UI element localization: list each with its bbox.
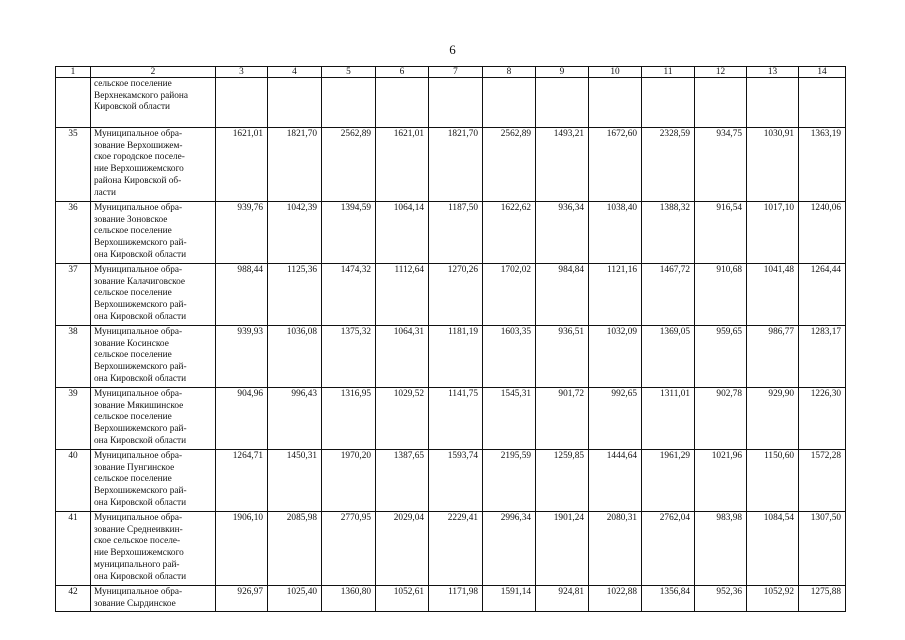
value-cell: 1064,31 [376, 326, 429, 388]
value-cell: 929,90 [747, 388, 799, 450]
value-cell: 1041,48 [747, 264, 799, 326]
value-cell: 904,96 [216, 388, 268, 450]
value-cell: 1226,30 [799, 388, 846, 450]
table-row [56, 512, 846, 586]
value-cell [429, 78, 483, 128]
value-cell: 939,93 [216, 326, 268, 388]
column-header: 5 [322, 67, 376, 78]
value-cell: 1702,02 [483, 264, 536, 326]
value-cell: 1394,59 [322, 202, 376, 264]
row-number-cell: 35 [56, 128, 91, 202]
value-cell: 1036,08 [268, 326, 322, 388]
value-cell: 1307,50 [799, 512, 846, 586]
value-cell: 939,76 [216, 202, 268, 264]
value-cell: 1316,95 [322, 388, 376, 450]
value-cell: 1032,09 [589, 326, 642, 388]
header-row [56, 67, 846, 78]
value-cell: 2328,59 [642, 128, 695, 202]
value-cell: 1125,36 [268, 264, 322, 326]
municipality-name-cell: Муниципальное обра- зование Мякишинское сельское поселение Верхошижемского рай- она Кировской области [91, 388, 216, 450]
column-header: 7 [429, 67, 483, 78]
value-cell: 1259,85 [536, 450, 589, 512]
value-cell [376, 78, 429, 128]
value-cell: 1240,06 [799, 202, 846, 264]
value-cell: 1467,72 [642, 264, 695, 326]
municipality-name-cell: Муниципальное обра- зование Среднеивкин- ское сельское поселе- ние Верхошижемского муниципального рай- она Кировской области [91, 512, 216, 586]
value-cell: 1283,17 [799, 326, 846, 388]
value-cell [589, 78, 642, 128]
municipality-name-cell: Муниципальное обра- зование Верхошижем- ское городское поселе- ние Верхошижемского района Кировской об- ласти [91, 128, 216, 202]
value-cell: 1112,64 [376, 264, 429, 326]
column-header: 1 [56, 67, 91, 78]
column-header: 9 [536, 67, 589, 78]
value-cell: 1572,28 [799, 450, 846, 512]
value-cell: 2085,98 [268, 512, 322, 586]
value-cell: 983,98 [695, 512, 747, 586]
value-cell: 1029,52 [376, 388, 429, 450]
value-cell: 1311,01 [642, 388, 695, 450]
value-cell: 1017,10 [747, 202, 799, 264]
value-cell [268, 78, 322, 128]
value-cell: 1603,35 [483, 326, 536, 388]
value-cell: 1356,84 [642, 586, 695, 612]
value-cell: 1388,32 [642, 202, 695, 264]
value-cell: 2996,34 [483, 512, 536, 586]
column-header: 11 [642, 67, 695, 78]
row-number-cell: 38 [56, 326, 91, 388]
value-cell: 2229,41 [429, 512, 483, 586]
value-cell: 2562,89 [322, 128, 376, 202]
value-cell: 1038,40 [589, 202, 642, 264]
column-header: 2 [91, 67, 216, 78]
municipality-name-cell: Муниципальное обра- зование Калачиговское сельское поселение Верхошижемского рай- она Кировской области [91, 264, 216, 326]
value-cell [536, 78, 589, 128]
value-cell: 1901,24 [536, 512, 589, 586]
value-cell: 1821,70 [429, 128, 483, 202]
value-cell: 1052,61 [376, 586, 429, 612]
value-cell: 1270,26 [429, 264, 483, 326]
value-cell [799, 78, 846, 128]
value-cell: 996,43 [268, 388, 322, 450]
value-cell: 902,78 [695, 388, 747, 450]
value-cell: 1030,91 [747, 128, 799, 202]
table-row [56, 264, 846, 326]
value-cell: 1387,65 [376, 450, 429, 512]
value-cell [642, 78, 695, 128]
value-cell: 2029,04 [376, 512, 429, 586]
value-cell: 1121,16 [589, 264, 642, 326]
value-cell: 1275,88 [799, 586, 846, 612]
value-cell: 1021,96 [695, 450, 747, 512]
value-cell: 2080,31 [589, 512, 642, 586]
table-row [56, 450, 846, 512]
table-row [56, 326, 846, 388]
value-cell: 986,77 [747, 326, 799, 388]
value-cell: 1360,80 [322, 586, 376, 612]
value-cell: 1042,39 [268, 202, 322, 264]
table-row [56, 388, 846, 450]
value-cell: 1621,01 [216, 128, 268, 202]
value-cell: 1375,32 [322, 326, 376, 388]
municipality-name-cell: Муниципальное обра- зование Пунгинское сельское поселение Верхошижемского рай- она Кировской области [91, 450, 216, 512]
table-row [56, 128, 846, 202]
value-cell: 934,75 [695, 128, 747, 202]
value-cell: 1171,98 [429, 586, 483, 612]
column-header: 14 [799, 67, 846, 78]
column-header: 4 [268, 67, 322, 78]
value-cell [695, 78, 747, 128]
column-header: 12 [695, 67, 747, 78]
value-cell: 1150,60 [747, 450, 799, 512]
table-row [56, 202, 846, 264]
value-cell [483, 78, 536, 128]
tariff-table [55, 66, 846, 612]
value-cell: 984,84 [536, 264, 589, 326]
value-cell: 1621,01 [376, 128, 429, 202]
value-cell: 1022,88 [589, 586, 642, 612]
value-cell: 1264,44 [799, 264, 846, 326]
value-cell: 1181,19 [429, 326, 483, 388]
row-number-cell: 36 [56, 202, 91, 264]
value-cell: 1821,70 [268, 128, 322, 202]
page-number: 6 [449, 42, 456, 57]
value-cell [747, 78, 799, 128]
value-cell: 1672,60 [589, 128, 642, 202]
value-cell: 924,81 [536, 586, 589, 612]
column-header: 3 [216, 67, 268, 78]
value-cell: 2562,89 [483, 128, 536, 202]
value-cell: 936,51 [536, 326, 589, 388]
value-cell: 1970,20 [322, 450, 376, 512]
row-number-cell [56, 78, 91, 128]
value-cell: 1444,64 [589, 450, 642, 512]
value-cell: 1493,21 [536, 128, 589, 202]
column-header: 8 [483, 67, 536, 78]
value-cell: 1052,92 [747, 586, 799, 612]
value-cell: 1363,19 [799, 128, 846, 202]
value-cell: 2770,95 [322, 512, 376, 586]
municipality-name-cell: Муниципальное обра- зование Зоновское сельское поселение Верхошижемского рай- она Кировской области [91, 202, 216, 264]
value-cell: 1025,40 [268, 586, 322, 612]
value-cell: 936,34 [536, 202, 589, 264]
value-cell: 1084,54 [747, 512, 799, 586]
column-header: 10 [589, 67, 642, 78]
value-cell: 1961,29 [642, 450, 695, 512]
value-cell: 910,68 [695, 264, 747, 326]
value-cell: 901,72 [536, 388, 589, 450]
row-number-cell: 40 [56, 450, 91, 512]
value-cell: 1187,50 [429, 202, 483, 264]
value-cell: 1450,31 [268, 450, 322, 512]
value-cell: 959,65 [695, 326, 747, 388]
value-cell: 916,54 [695, 202, 747, 264]
value-cell: 952,36 [695, 586, 747, 612]
value-cell: 2762,04 [642, 512, 695, 586]
value-cell: 1593,74 [429, 450, 483, 512]
table-row [56, 78, 846, 128]
value-cell: 1622,62 [483, 202, 536, 264]
value-cell: 1064,14 [376, 202, 429, 264]
municipality-name-cell: Муниципальное обра- зование Косинское сельское поселение Верхошижемского рай- она Кировской области [91, 326, 216, 388]
row-number-cell: 41 [56, 512, 91, 586]
value-cell [216, 78, 268, 128]
value-cell: 1474,32 [322, 264, 376, 326]
value-cell: 988,44 [216, 264, 268, 326]
value-cell: 1141,75 [429, 388, 483, 450]
value-cell: 1591,14 [483, 586, 536, 612]
value-cell: 1906,10 [216, 512, 268, 586]
row-number-cell: 39 [56, 388, 91, 450]
column-header: 13 [747, 67, 799, 78]
municipality-name-cell: Муниципальное обра- зование Сырдинское [91, 586, 216, 612]
value-cell: 2195,59 [483, 450, 536, 512]
column-header: 6 [376, 67, 429, 78]
row-number-cell: 37 [56, 264, 91, 326]
value-cell: 1264,71 [216, 450, 268, 512]
value-cell: 1369,05 [642, 326, 695, 388]
value-cell [322, 78, 376, 128]
value-cell: 926,97 [216, 586, 268, 612]
municipality-name-cell: сельское поселение Верхнекамского района Кировской области [91, 78, 216, 128]
table-row [56, 586, 846, 612]
row-number-cell: 42 [56, 586, 91, 612]
value-cell: 1545,31 [483, 388, 536, 450]
value-cell: 992,65 [589, 388, 642, 450]
